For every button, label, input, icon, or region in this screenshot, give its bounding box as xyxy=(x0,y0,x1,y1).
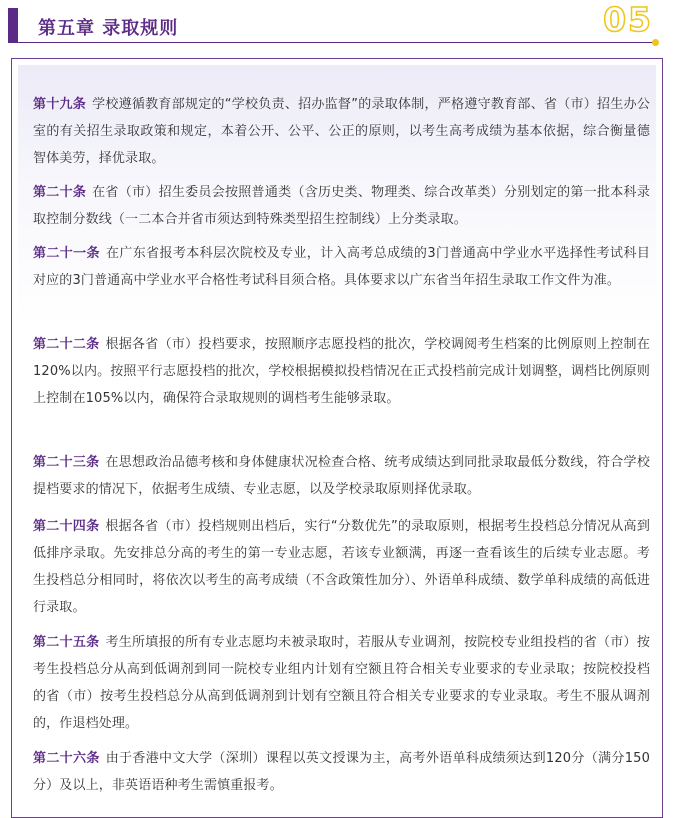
content-background xyxy=(18,65,656,817)
article-25 xyxy=(33,629,650,737)
article-text: 根据各省（市）投档要求，按照顺序志愿投档的批次，学校调阅考生档案的比例原则上控制在120%以内。按照平行志愿投档的批次，学校根据模拟投档情况在正式投档前完成计划调整，调档比例原则上控制在105%以内，确保符合录取规则的调档考生能够录取。 xyxy=(33,337,650,406)
article-label: 第二十一条 xyxy=(33,246,100,261)
chapter-number: 05 xyxy=(603,0,653,39)
article-text: 在思想政治品德考核和身体健康状况检查合格、统考成绩达到同批录取最低分数线，符合学校提档要求的情况下，依据考生成绩、专业志愿，以及学校录取原则择优录取。 xyxy=(33,455,650,497)
article-21 xyxy=(33,240,650,294)
chapter-header xyxy=(0,0,675,48)
article-26 xyxy=(33,745,650,799)
article-text: 在广东省报考本科层次院校及专业，计入高考总成绩的3门普通高中学业水平选择性考试科目对应的3门普通高中学业水平合格性考试科目须合格。具体要求以广东省当年招生录取工作文件为准。 xyxy=(33,246,650,288)
article-text: 根据各省（市）投档规则出档后，实行“分数优先”的录取原则，根据考生投档总分情况从高到低排序录取。先安排总分高的考生的第一专业志愿，若该专业额满，再逐一查看该生的后续专业志愿。考生投档总分相同时，将依次以考生的高考成绩（不含政策性加分）、外语单科成绩、数学单科成绩的高低进行录取。 xyxy=(33,519,650,615)
article-text: 由于香港中文大学（深圳）课程以英文授课为主，高考外语单科成绩须达到120分（满分150分）及以上，非英语语种考生需慎重报考。 xyxy=(33,751,650,793)
article-22 xyxy=(33,331,650,412)
header-accent-bar xyxy=(8,8,18,42)
article-label: 第二十三条 xyxy=(33,455,100,470)
header-divider xyxy=(8,42,656,43)
article-label: 第二十五条 xyxy=(33,635,100,650)
header-dot-icon xyxy=(652,39,659,46)
article-24 xyxy=(33,513,650,621)
article-label: 第二十四条 xyxy=(33,519,100,534)
article-label: 第十九条 xyxy=(33,97,87,112)
article-text: 在省（市）招生委员会按照普通类（含历史类、物理类、综合改革类）分别划定的第一批本科录取控制分数线（一二本合并省市须达到特殊类型招生控制线）上分类录取。 xyxy=(33,185,650,227)
chapter-title: 第五章 录取规则 xyxy=(38,18,179,39)
article-label: 第二十六条 xyxy=(33,751,100,766)
article-label: 第二十二条 xyxy=(33,337,100,352)
article-23 xyxy=(33,449,650,503)
article-text: 学校遵循教育部规定的“学校负责、招办监督”的录取体制，严格遵守教育部、省（市）招生办公室的有关招生录取政策和规定，本着公开、公平、公正的原则，以考生高考成绩为基本依据，综合衡量德智体美劳，择优录取。 xyxy=(33,97,650,166)
content-panel xyxy=(11,58,663,818)
article-20 xyxy=(33,179,650,233)
article-text: 考生所填报的所有专业志愿均未被录取时，若服从专业调剂，按院校专业组投档的省（市）按考生投档总分从高到低调剂到同一院校专业组内计划有空额且符合相关专业要求的专业录取；按院校投档的省（市）按考生投档总分从高到低调剂到计划有空额且符合相关专业要求的专业录取。考生不服从调剂的，作退档处理。 xyxy=(33,635,650,731)
article-label: 第二十条 xyxy=(33,185,87,200)
article-19 xyxy=(33,91,650,172)
